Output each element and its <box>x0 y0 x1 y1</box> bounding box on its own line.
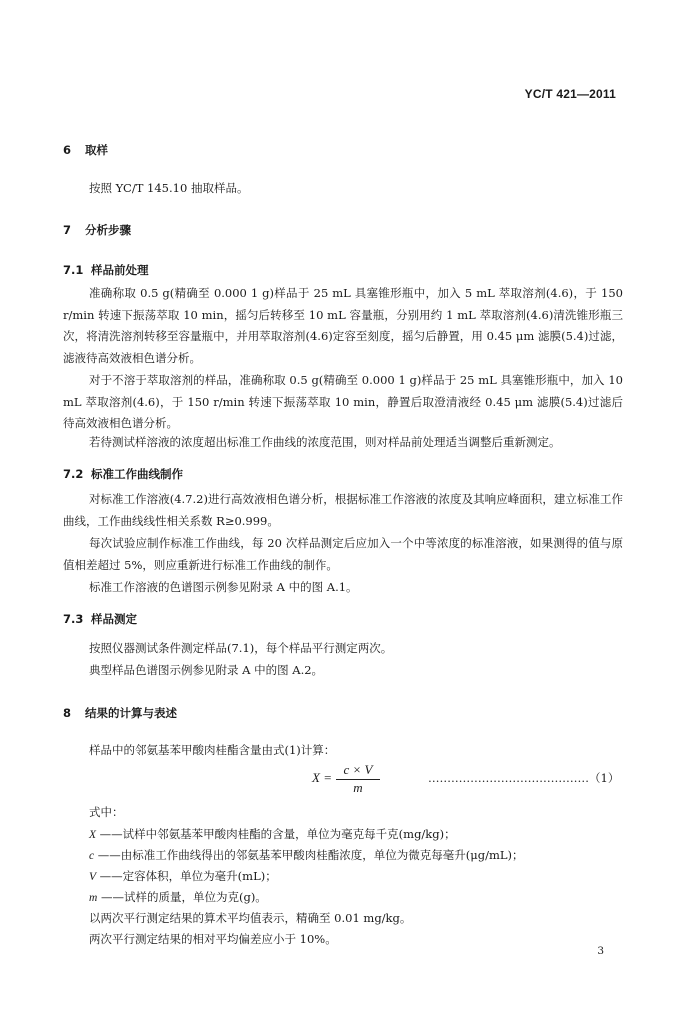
page-number: 3 <box>597 945 604 957</box>
section-title: 取样 <box>85 143 108 157</box>
variable-description: ——定容体积，单位为毫升(mL)； <box>96 869 277 883</box>
variable-symbol: c <box>89 850 95 862</box>
formula-number: ……………………………………（1） <box>428 771 620 785</box>
variable-description: ——试样的质量，单位为克(g)。 <box>97 890 267 904</box>
section-7-1-paragraph-1: 准确称取 0.5 g(精确至 0.000 1 g)样品于 25 mL 具塞锥形瓶中，加入 5 mL 萃取溶剂(4.6)，于 150 r/min 转速下振荡萃取 10 min，摇匀后转移至 10 mL 容量瓶，分别用约 1 mL 萃取溶剂(4.6)清洗锥形瓶三次，将清洗溶剂转移至容量瓶中，并用萃取溶剂(4.6)定容至刻度，摇匀后静置，用 0.45 μm 滤膜(5.4)过滤，滤液待高效液相色谱分析。 <box>63 286 623 365</box>
variable-description: ——由标准工作曲线得出的邻氨基苯甲酸肉桂酯浓度，单位为微克每毫升(μg/mL)； <box>94 848 524 862</box>
result-rule-deviation: 两次平行测定结果的相对平均偏差应小于 10%。 <box>89 932 337 946</box>
variable-symbol: m <box>89 892 98 904</box>
where-label: 式中： <box>89 805 124 819</box>
variable-definition <box>89 889 267 905</box>
section-7-3-paragraph-2: 典型样品色谱图示例参见附录 A 中的图 A.2。 <box>89 663 324 677</box>
section-6-body: 按照 YC/T 145.10 抽取样品。 <box>89 181 249 195</box>
section-6-heading <box>63 142 108 158</box>
section-7-2-paragraph-2: 每次试验应制作标准工作曲线，每 20 次样品测定后应加入一个中等浓度的标准溶液，如果测得的值与原值相差超过 5%，则应重新进行标准工作曲线的制作。 <box>63 536 623 572</box>
section-number: 7.1 <box>63 263 84 277</box>
section-number: 6 <box>63 143 72 157</box>
section-number: 7.3 <box>63 612 84 626</box>
variable-symbol: V <box>89 871 97 883</box>
formula-lhs: X = <box>312 770 332 785</box>
variable-definition <box>89 868 277 884</box>
variable-definition <box>89 847 524 863</box>
variable-definition <box>89 826 456 842</box>
section-7-2-heading <box>63 466 183 482</box>
section-title: 分析步骤 <box>85 223 131 237</box>
section-title: 结果的计算与表述 <box>85 706 177 720</box>
section-8-heading <box>63 705 177 721</box>
section-7-3-heading <box>63 611 137 627</box>
variable-symbol: X <box>89 829 97 841</box>
section-title: 样品测定 <box>91 612 137 626</box>
formula-numerator: c × V <box>336 762 380 780</box>
formula-fraction <box>336 762 380 796</box>
section-number: 8 <box>63 706 72 720</box>
section-7-2-paragraph-1: 对标准工作溶液(4.7.2)进行高效液相色谱分析，根据标准工作溶液的浓度及其响应峰面积，建立标准工作曲线，工作曲线线性相关系数 R≥0.999。 <box>63 492 623 528</box>
variable-description: ——试样中邻氨基苯甲酸肉桂酯的含量，单位为毫克每千克(mg/kg)； <box>96 827 456 841</box>
formula-denominator: m <box>353 780 363 795</box>
section-7-1-heading <box>63 262 149 278</box>
section-7-3-paragraph-1: 按照仪器测试条件测定样品(7.1)，每个样品平行测定两次。 <box>89 641 393 655</box>
section-number: 7.2 <box>63 467 84 481</box>
section-8-intro: 样品中的邻氨基苯甲酸肉桂酯含量由式(1)计算： <box>89 743 336 757</box>
section-title: 标准工作曲线制作 <box>91 467 183 481</box>
section-number: 7 <box>63 223 72 237</box>
section-7-1-paragraph-3: 若待测试样溶液的浓度超出标准工作曲线的浓度范围，则对样品前处理适当调整后重新测定。 <box>89 435 561 449</box>
section-title: 样品前处理 <box>91 263 149 277</box>
standard-code-header: YC/T 421—2011 <box>524 87 616 101</box>
result-rule-precision: 以两次平行测定结果的算术平均值表示，精确至 0.01 mg/kg。 <box>89 911 412 925</box>
section-7-2-paragraph-3: 标准工作溶液的色谱图示例参见附录 A 中的图 A.1。 <box>89 580 358 594</box>
section-7-1-paragraph-2: 对于不溶于萃取溶剂的样品，准确称取 0.5 g(精确至 0.000 1 g)样品于 25 mL 具塞锥形瓶中，加入 10 mL 萃取溶剂(4.6)，于 150 r/min 转速下振荡萃取 10 min，静置后取澄清液经 0.45 μm 滤膜(5.4)过滤后待高效液相色谱分析。 <box>63 373 623 430</box>
section-7-heading <box>63 222 131 238</box>
